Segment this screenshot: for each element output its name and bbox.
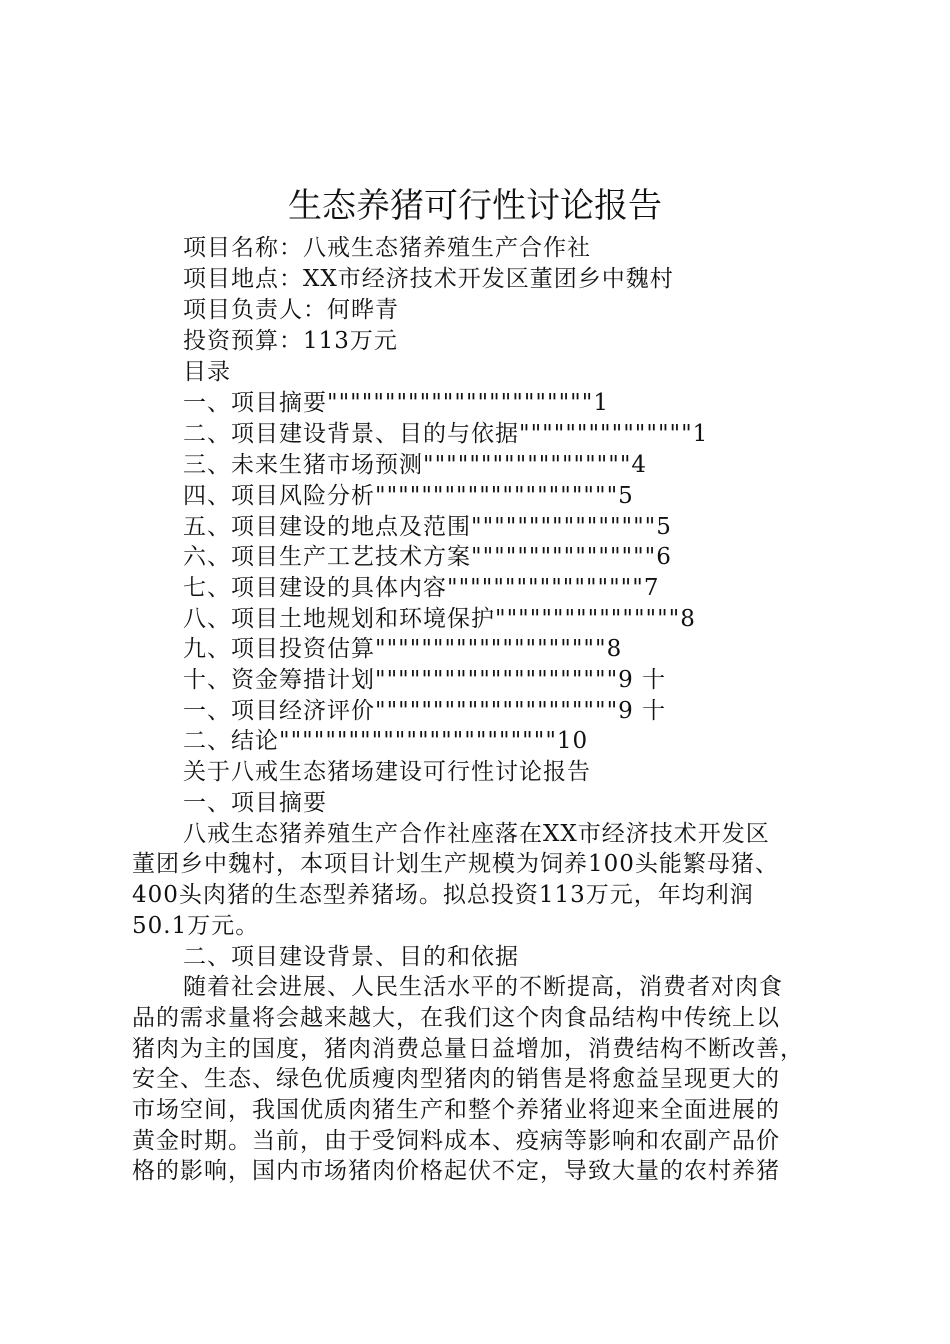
toc-item: 九、项目投资估算""""""""""""""""""""8 bbox=[183, 636, 623, 662]
toc-item: 七、项目建设的具体内容"""""""""""""""""7 bbox=[183, 575, 660, 601]
toc-item: 六、项目生产工艺技术方案""""""""""""""""6 bbox=[183, 544, 672, 570]
toc-item: 一、项目经济评价"""""""""""""""""""""9 十 bbox=[183, 698, 667, 724]
toc-item: 十、资金筹措计划"""""""""""""""""""""9 十 bbox=[183, 667, 667, 693]
paragraph-line: 品的需求量将会越来越大，在我们这个肉食品结构中传统上以 bbox=[132, 1005, 780, 1031]
toc-item: 二、项目建设背景、目的与依据"""""""""""""""1 bbox=[183, 421, 709, 447]
paragraph-line: 黄金时期。当前，由于受饲料成本、疫病等影响和农副产品价 bbox=[132, 1128, 780, 1154]
paragraph-line: 50.1万元。 bbox=[132, 913, 260, 939]
toc-item: 五、项目建设的地点及范围""""""""""""""""5 bbox=[183, 514, 672, 540]
project-name: 项目名称：八戒生态猪养殖生产合作社 bbox=[183, 235, 591, 261]
toc-heading: 目录 bbox=[183, 359, 231, 385]
paragraph-line: 猪肉为主的国度，猪肉消费总量日益增加，消费结构不断改善， bbox=[132, 1036, 804, 1062]
toc-item: 一、项目摘要"""""""""""""""""""""""1 bbox=[183, 390, 609, 416]
toc-item: 二、结论""""""""""""""""""""""""10 bbox=[183, 728, 589, 754]
toc-item: 三、未来生猪市场预测""""""""""""""""""4 bbox=[183, 452, 648, 478]
paragraph-line: 董团乡中魏村，本项目计划生产规模为饲养100头能繁母猪、 bbox=[132, 851, 779, 877]
paragraph-line: 八戒生态猪养殖生产合作社座落在XX市经济技术开发区 bbox=[183, 821, 770, 847]
toc-item: 八、项目土地规划和环境保护""""""""""""""""8 bbox=[183, 606, 696, 632]
toc-item: 四、项目风险分析"""""""""""""""""""""5 bbox=[183, 483, 634, 509]
project-budget: 投资预算：113万元 bbox=[183, 328, 398, 354]
paragraph-line: 安全、生态、绿色优质瘦肉型猪肉的销售是将愈益呈现更大的 bbox=[132, 1066, 780, 1092]
section-heading: 二、项目建设背景、目的和依据 bbox=[183, 944, 519, 970]
project-location: 项目地点：XX市经济技术开发区董团乡中魏村 bbox=[183, 266, 674, 292]
paragraph-line: 市场空间，我国优质肉猪生产和整个养猪业将迎来全面进展的 bbox=[132, 1097, 780, 1123]
paragraph-line: 随着社会进展、人民生活水平的不断提高，消费者对肉食 bbox=[183, 974, 783, 1000]
report-title: 关于八戒生态猪场建设可行性讨论报告 bbox=[183, 759, 591, 785]
paragraph-line: 格的影响，国内市场猪肉价格起伏不定，导致大量的农村养猪 bbox=[132, 1158, 780, 1184]
document-title: 生态养猪可行性讨论报告 bbox=[288, 186, 662, 226]
project-leader: 项目负责人：何晔青 bbox=[183, 297, 399, 323]
section-heading: 一、项目摘要 bbox=[183, 790, 327, 816]
paragraph-line: 400头肉猪的生态型养猪场。拟总投资113万元，年均利润 bbox=[132, 882, 754, 908]
